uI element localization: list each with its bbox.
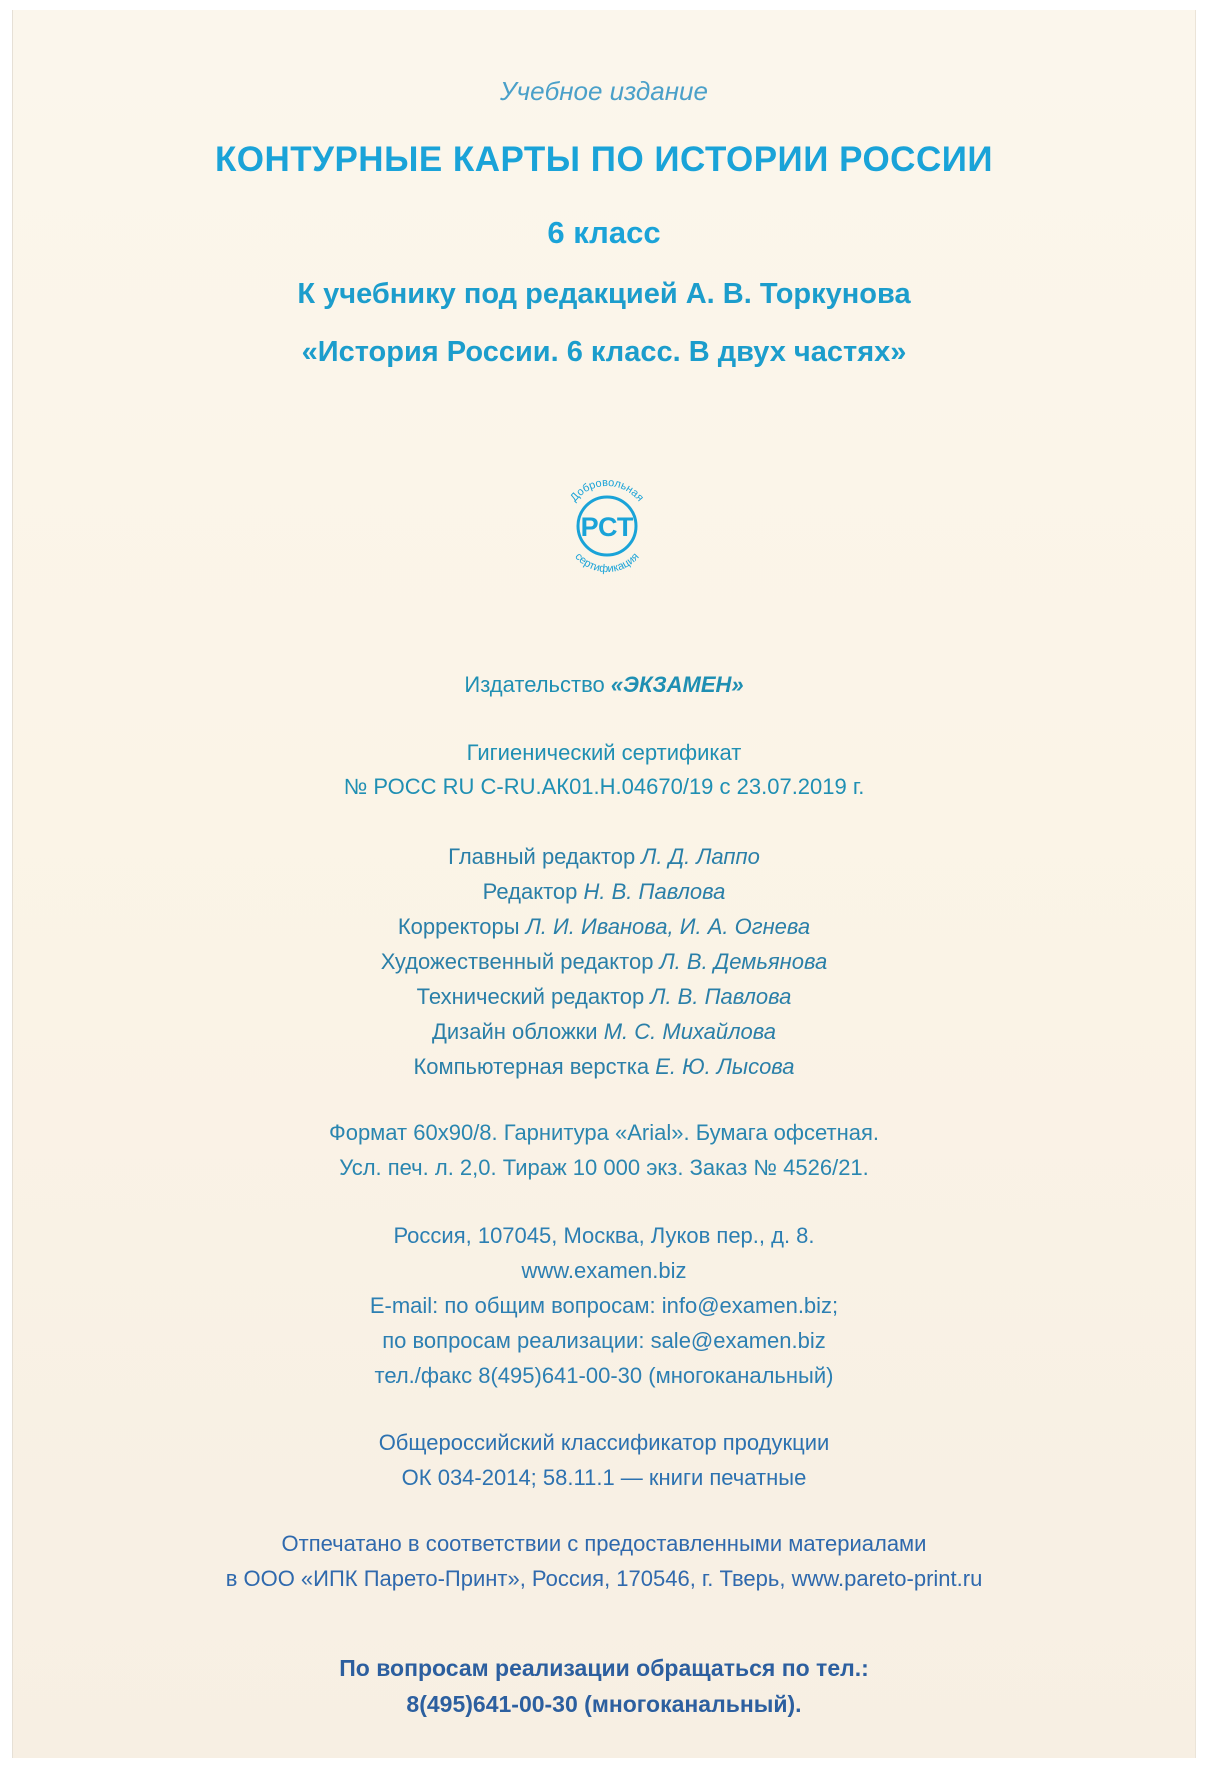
sales-contact-phone: 8(495)641-00-30 (многоканальный). xyxy=(406,1691,802,1717)
staff-name: Е. Ю. Лысова xyxy=(655,1054,795,1079)
staff-line xyxy=(13,914,1195,940)
email-general-line: E-mail: по общим вопросам: info@examen.biz; xyxy=(369,1293,839,1318)
hygienic-certificate-title: Гигиенический сертификат xyxy=(466,740,742,765)
printed-line1: Отпечатано в соответствии с предоставленными материалами xyxy=(281,1531,927,1556)
staff-name: Л. Д. Лаппо xyxy=(641,844,760,869)
textbook-reference-line1: К учебнику под редакцией А. В. Торкунова xyxy=(297,278,911,310)
grade-label: 6 класс xyxy=(547,215,661,250)
staff-line xyxy=(13,984,1195,1010)
staff-role: Компьютерная верстка xyxy=(413,1054,656,1079)
staff-name: Н. В. Павлова xyxy=(583,879,726,904)
publisher-prefix: Издательство xyxy=(464,672,611,697)
logo-arc-bottom: сертификация xyxy=(572,550,642,576)
email-sales-line: по вопросам реализации: sale@examen.biz xyxy=(382,1328,826,1353)
format-line1: Формат 60x90/8. Гарнитура «Arial». Бумага офсетная. xyxy=(328,1120,879,1145)
logo-letters: РСТ xyxy=(580,512,634,542)
staff-name: Л. В. Демьянова xyxy=(659,949,828,974)
printed-line2: в ООО «ИПК Парето-Принт», Россия, 170546, г. Тверь, www.pareto-print.ru xyxy=(225,1566,983,1591)
address-line: Россия, 107045, Москва, Луков пер., д. 8. xyxy=(393,1223,815,1248)
staff-role: Корректоры xyxy=(397,914,526,939)
staff-name: Л. И. Иванова, И. А. Огнева xyxy=(525,914,811,939)
book-imprint-page xyxy=(12,10,1196,1758)
format-line2: Усл. печ. л. 2,0. Тираж 10 000 экз. Заказ № 4526/21. xyxy=(339,1155,869,1180)
hygienic-certificate-number: № РОСС RU C-RU.АК01.Н.04670/19 с 23.07.2019 г. xyxy=(343,774,865,799)
phone-fax-line: тел./факс 8(495)641-00-30 (многоканальный) xyxy=(374,1363,834,1388)
logo-arc-top: Добровольная xyxy=(568,476,646,504)
staff-role: Художественный редактор xyxy=(380,949,660,974)
classifier-title: Общероссийский классификатор продукции xyxy=(378,1430,830,1455)
staff-line xyxy=(13,844,1195,870)
staff-role: Редактор xyxy=(482,879,584,904)
staff-name: М. С. Михайлова xyxy=(603,1019,777,1044)
textbook-reference-line2: «История России. 6 класс. В двух частях» xyxy=(301,336,907,368)
staff-line xyxy=(13,949,1195,975)
staff-role: Главный редактор xyxy=(448,844,642,869)
staff-line xyxy=(13,1019,1195,1045)
rst-certification-icon xyxy=(553,472,661,580)
staff-role: Дизайн обложки xyxy=(431,1019,604,1044)
edition-type: Учебное издание xyxy=(500,76,708,106)
staff-line xyxy=(13,879,1195,905)
staff-line xyxy=(13,1054,1195,1080)
svg-text:Добровольная xyxy=(568,477,646,504)
sales-contact-line1: По вопросам реализации обращаться по тел.: xyxy=(339,1655,869,1681)
publisher-name: «ЭКЗАМЕН» xyxy=(610,672,744,697)
book-title: КОНТУРНЫЕ КАРТЫ ПО ИСТОРИИ РОССИИ xyxy=(214,140,994,179)
staff-role: Технический редактор xyxy=(416,984,651,1009)
website-link[interactable]: www.examen.biz xyxy=(521,1258,687,1283)
publisher-line xyxy=(13,672,1195,698)
staff-name: Л. В. Павлова xyxy=(650,984,792,1009)
classifier-code: ОК 034-2014; 58.11.1 — книги печатные xyxy=(401,1465,807,1490)
